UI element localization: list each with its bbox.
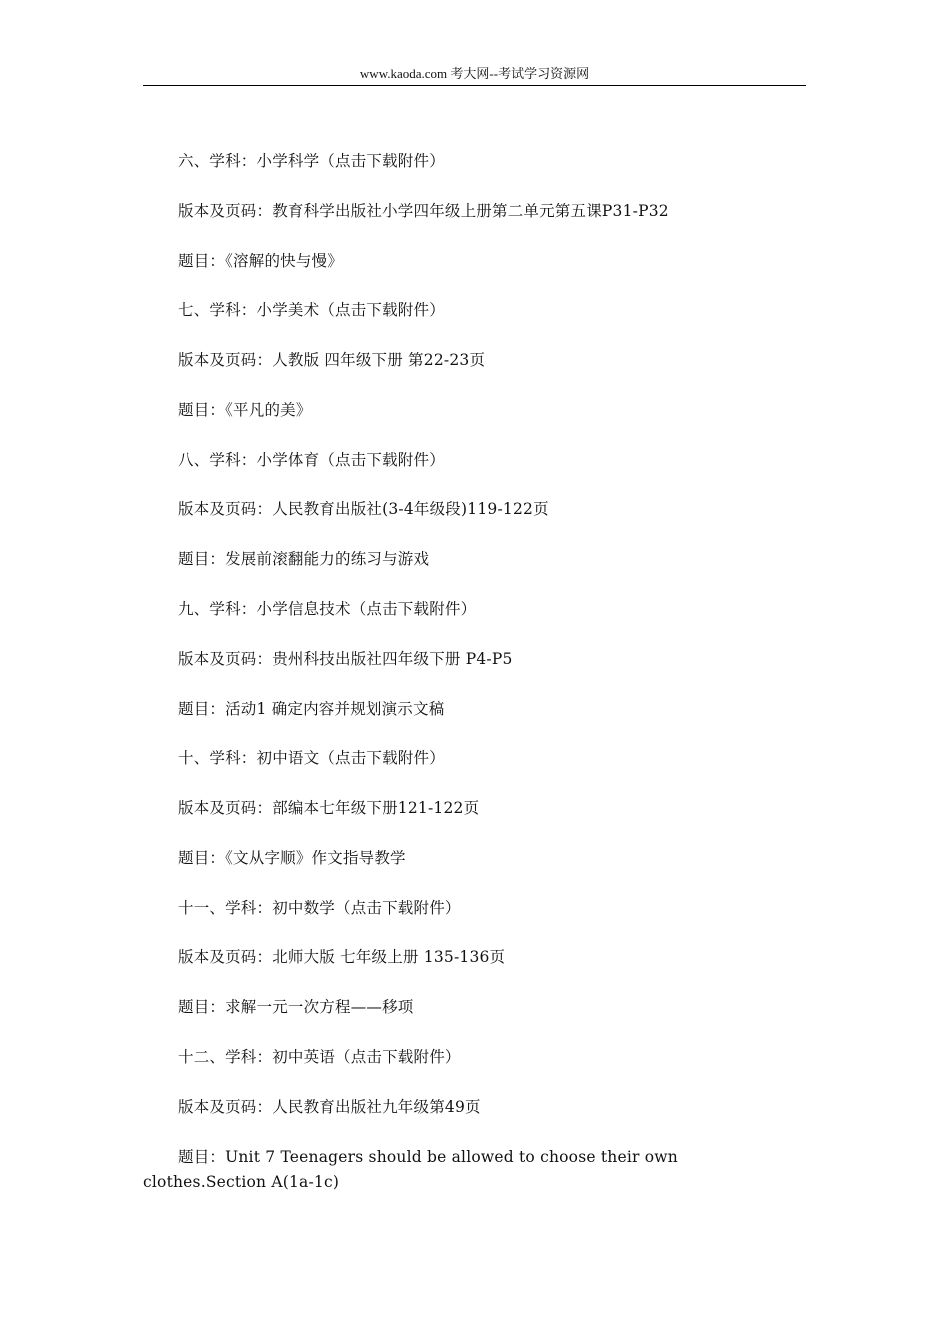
subject-heading: 九、学科：小学信息技术（点击下载附件）: [178, 600, 477, 618]
edition-pages: 版本及页码：教育科学出版社小学四年级上册第二单元第五课P31-P32: [178, 202, 669, 220]
header-rule: [143, 85, 806, 86]
lesson-title: 题目：发展前滚翻能力的练习与游戏: [178, 550, 430, 568]
lesson-title-continuation: clothes.Section A(1a-1c): [143, 1173, 340, 1191]
subject-heading: 六、学科：小学科学（点击下载附件）: [178, 152, 445, 170]
lesson-title: 题目：《文从字顺》作文指导教学: [178, 849, 406, 867]
page-header: www.kaoda.com 考大网--考试学习资源网: [359, 66, 590, 81]
subject-heading: 十二、学科：初中英语（点击下载附件）: [178, 1048, 461, 1066]
subject-heading: 八、学科：小学体育（点击下载附件）: [178, 451, 445, 469]
lesson-title: 题目：Unit 7 Teenagers should be allowed to choose their own: [178, 1148, 678, 1166]
edition-pages: 版本及页码：贵州科技出版社四年级下册 P4-P5: [178, 650, 513, 668]
subject-heading: 十、学科：初中语文（点击下载附件）: [178, 749, 445, 767]
edition-pages: 版本及页码：人教版 四年级下册 第22-23页: [178, 351, 486, 369]
edition-pages: 版本及页码：部编本七年级下册121-122页: [178, 799, 480, 817]
edition-pages: 版本及页码：人民教育出版社九年级第49页: [178, 1098, 481, 1116]
lesson-title: 题目：《平凡的美》: [178, 401, 312, 419]
edition-pages: 版本及页码：北师大版 七年级上册 135-136页: [178, 948, 506, 966]
lesson-title: 题目：活动1 确定内容并规划演示文稿: [178, 700, 445, 718]
lesson-title: 题目：《溶解的快与慢》: [178, 252, 343, 270]
subject-heading: 十一、学科：初中数学（点击下载附件）: [178, 899, 461, 917]
lesson-title: 题目：求解一元一次方程——移项: [178, 998, 414, 1016]
edition-pages: 版本及页码：人民教育出版社(3-4年级段)119-122页: [178, 500, 549, 518]
subject-heading: 七、学科：小学美术（点击下载附件）: [178, 301, 445, 319]
